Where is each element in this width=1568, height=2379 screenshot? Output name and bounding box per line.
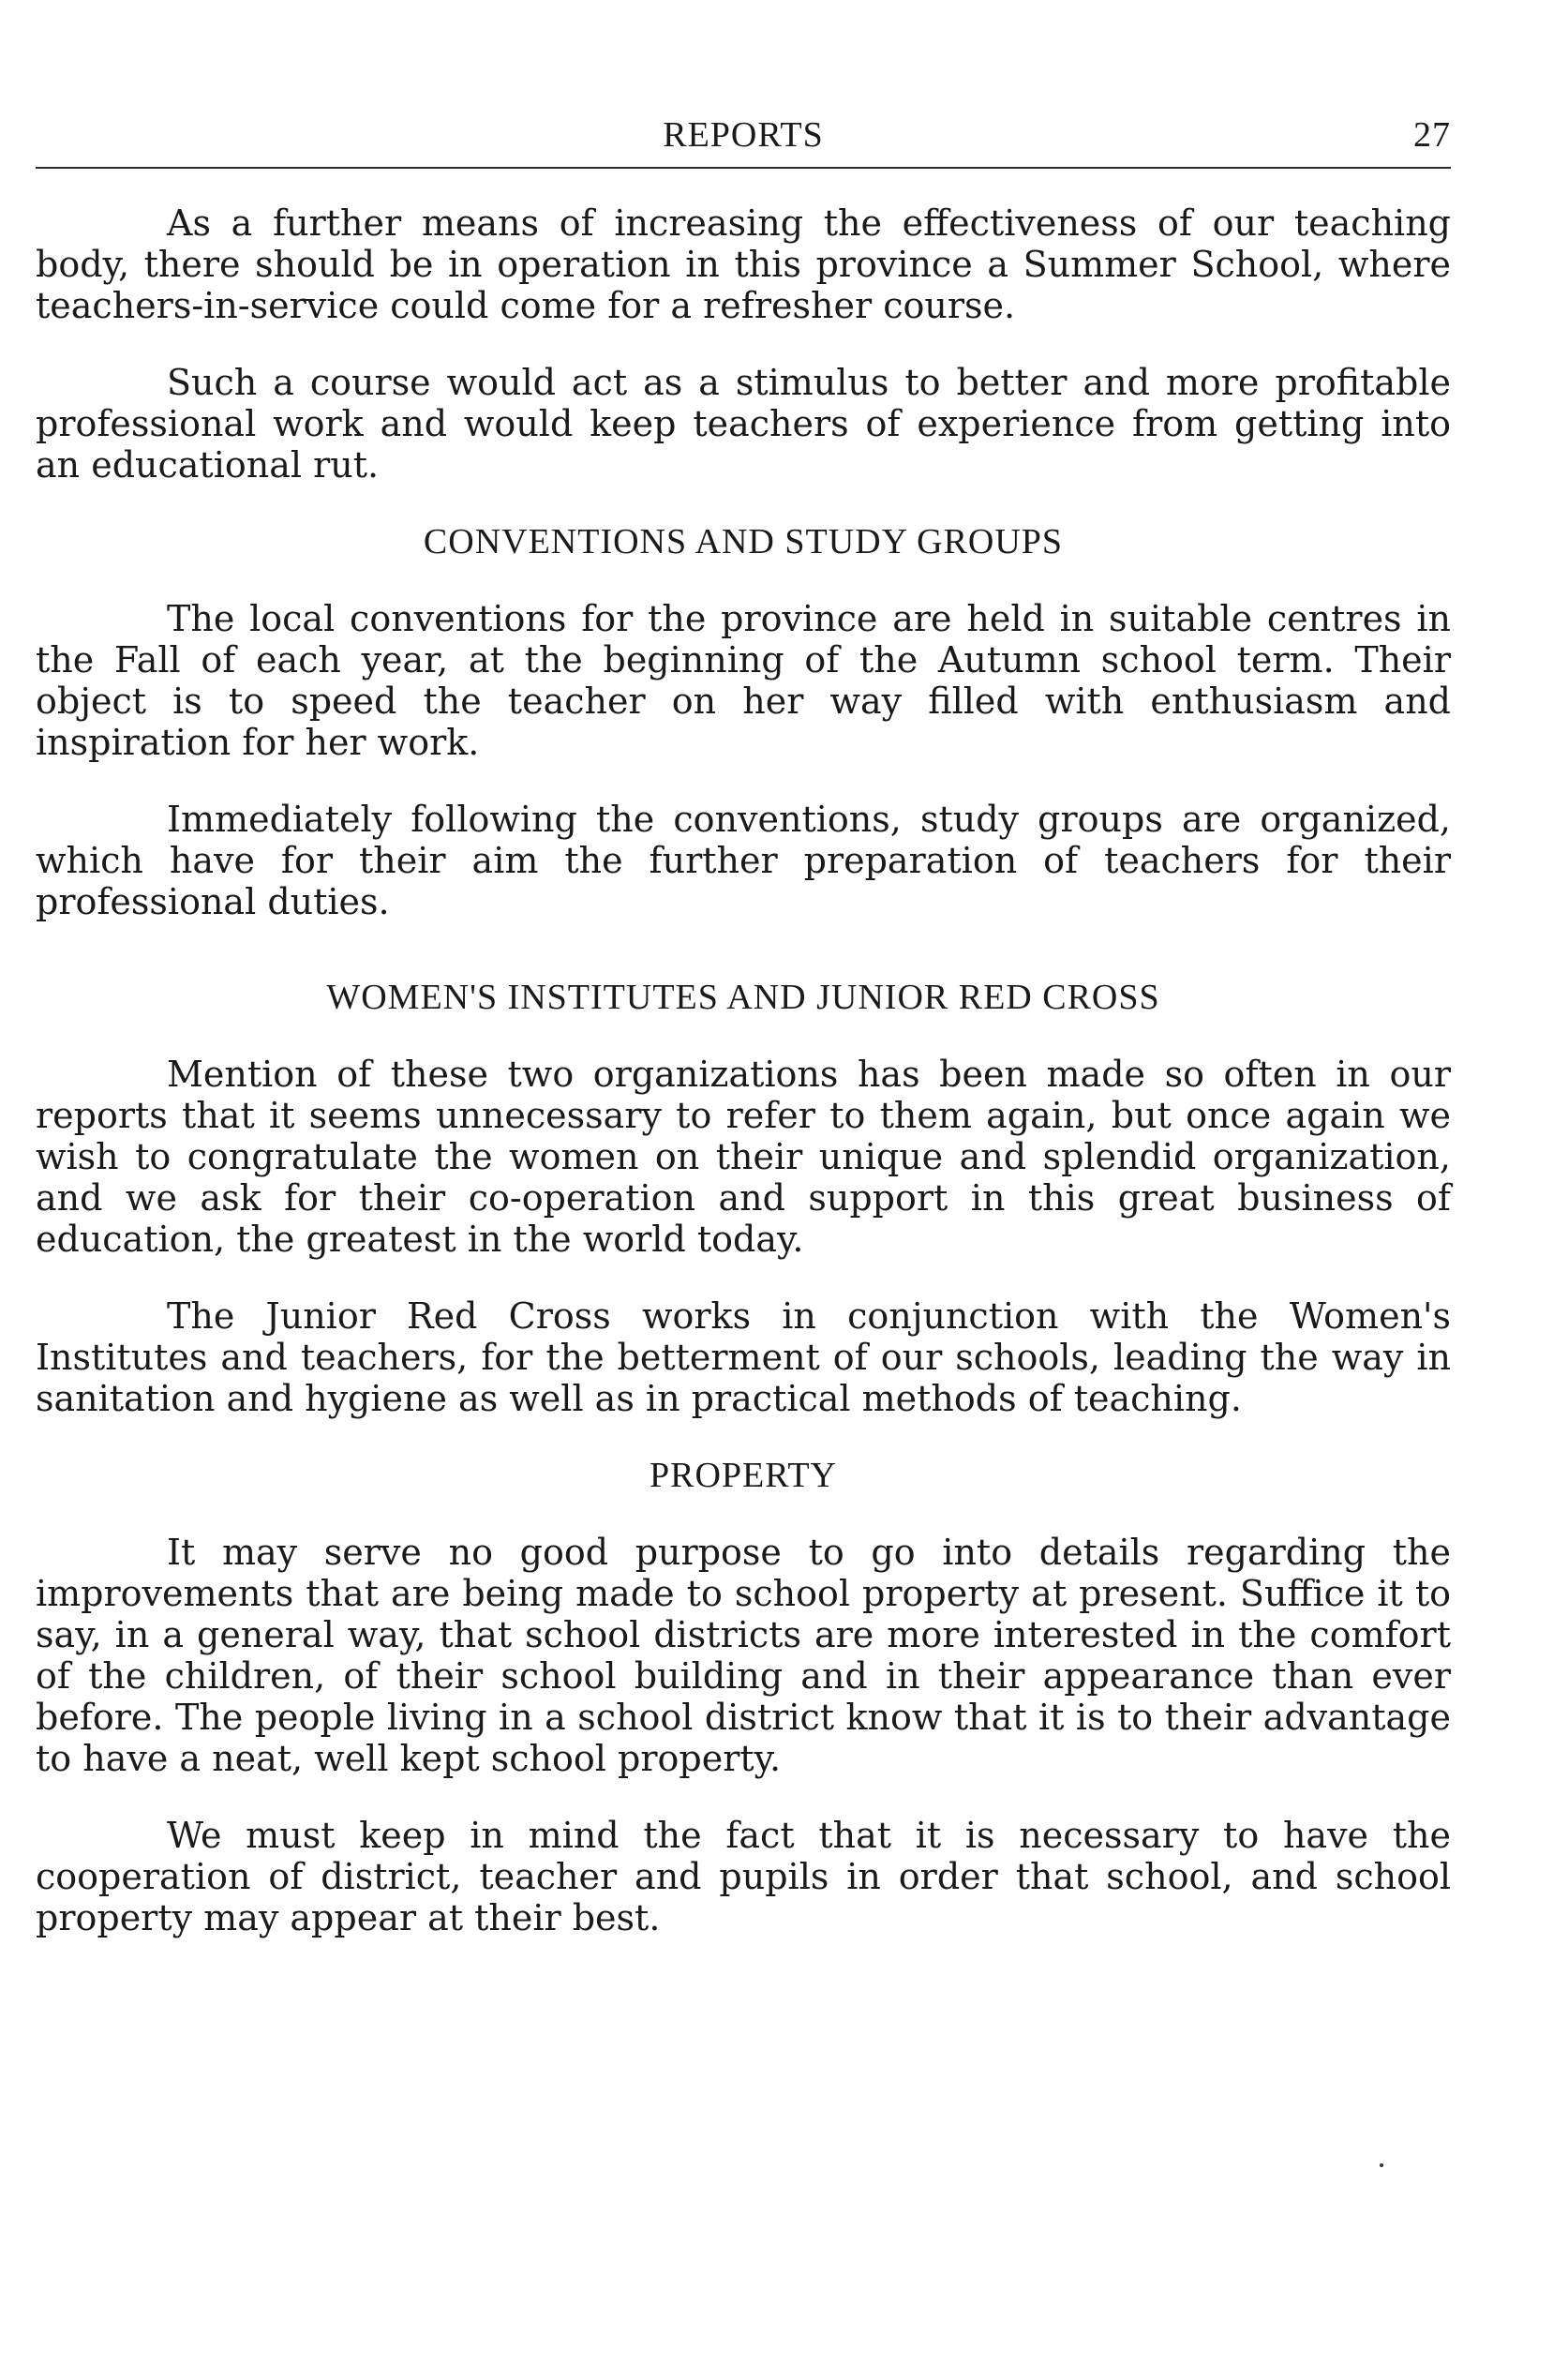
section-heading-property: PROPERTY [650,1456,837,1495]
header-rule [36,167,1451,169]
section-heading-institutes: WOMEN'S INSTITUTES AND JUNIOR RED CROSS [326,978,1160,1017]
section-heading-conventions: CONVENTIONS AND STUDY GROUPS [423,522,1064,561]
institutes-paragraph-red-cross: The Junior Red Cross works in conjunction with the Women's Institutes and teachers, for the betterment of our schools, leading the way in sanitation and hygiene as well as in practical methods of teaching. [36,1295,1451,1419]
conventions-paragraph-local: The local conventions for the province are held in suitable centres in the Fall of each year, at the beginning of the Autumn school term. Their object is to speed the teacher on her way filled with enthusiasm and inspiration for her work. [36,598,1451,763]
institutes-paragraph-mention: Mention of these two organizations has been made so often in our reports that it seems unnecessary to refer to them again, but once again we wish to congratulate the women on their unique and splendid organization, and we ask for their co-operation and support in this great business of education, the greatest in the world today. [36,1054,1451,1260]
conventions-paragraph-study-groups: Immediately following the conventions, study groups are organized, which have for their aim the further preparation of teachers for their professional duties. [36,799,1451,922]
running-head-title: REPORTS [663,115,824,155]
print-speck [1380,2163,1383,2167]
property-paragraph-improvements: It may serve no good purpose to go into details regarding the improvements that are being made to school property at present. Suffice it to say, in a general way, that school districts are more interested in the comfort of the children, of their school building and in their appearance than ever before. The people living in a school district know that it is to their advantage to have a neat, well kept school property. [36,1532,1451,1779]
intro-paragraph-stimulus: Such a course would act as a stimulus to better and more profitable professional work and would keep teachers of experience from getting into an educational rut. [36,362,1451,486]
running-head [36,103,1451,159]
property-paragraph-cooperation: We must keep in mind the fact that it is necessary to have the cooperation of district, teacher and pupils in order that school, and school property may appear at their best. [36,1815,1451,1938]
intro-paragraph-summer-school: As a further means of increasing the effectiveness of our teaching body, there should be in operation in this province a Summer School, where teachers-in-service could come for a refresher course. [36,202,1451,326]
document-page [36,103,1451,1974]
page-number: 27 [1413,115,1451,155]
